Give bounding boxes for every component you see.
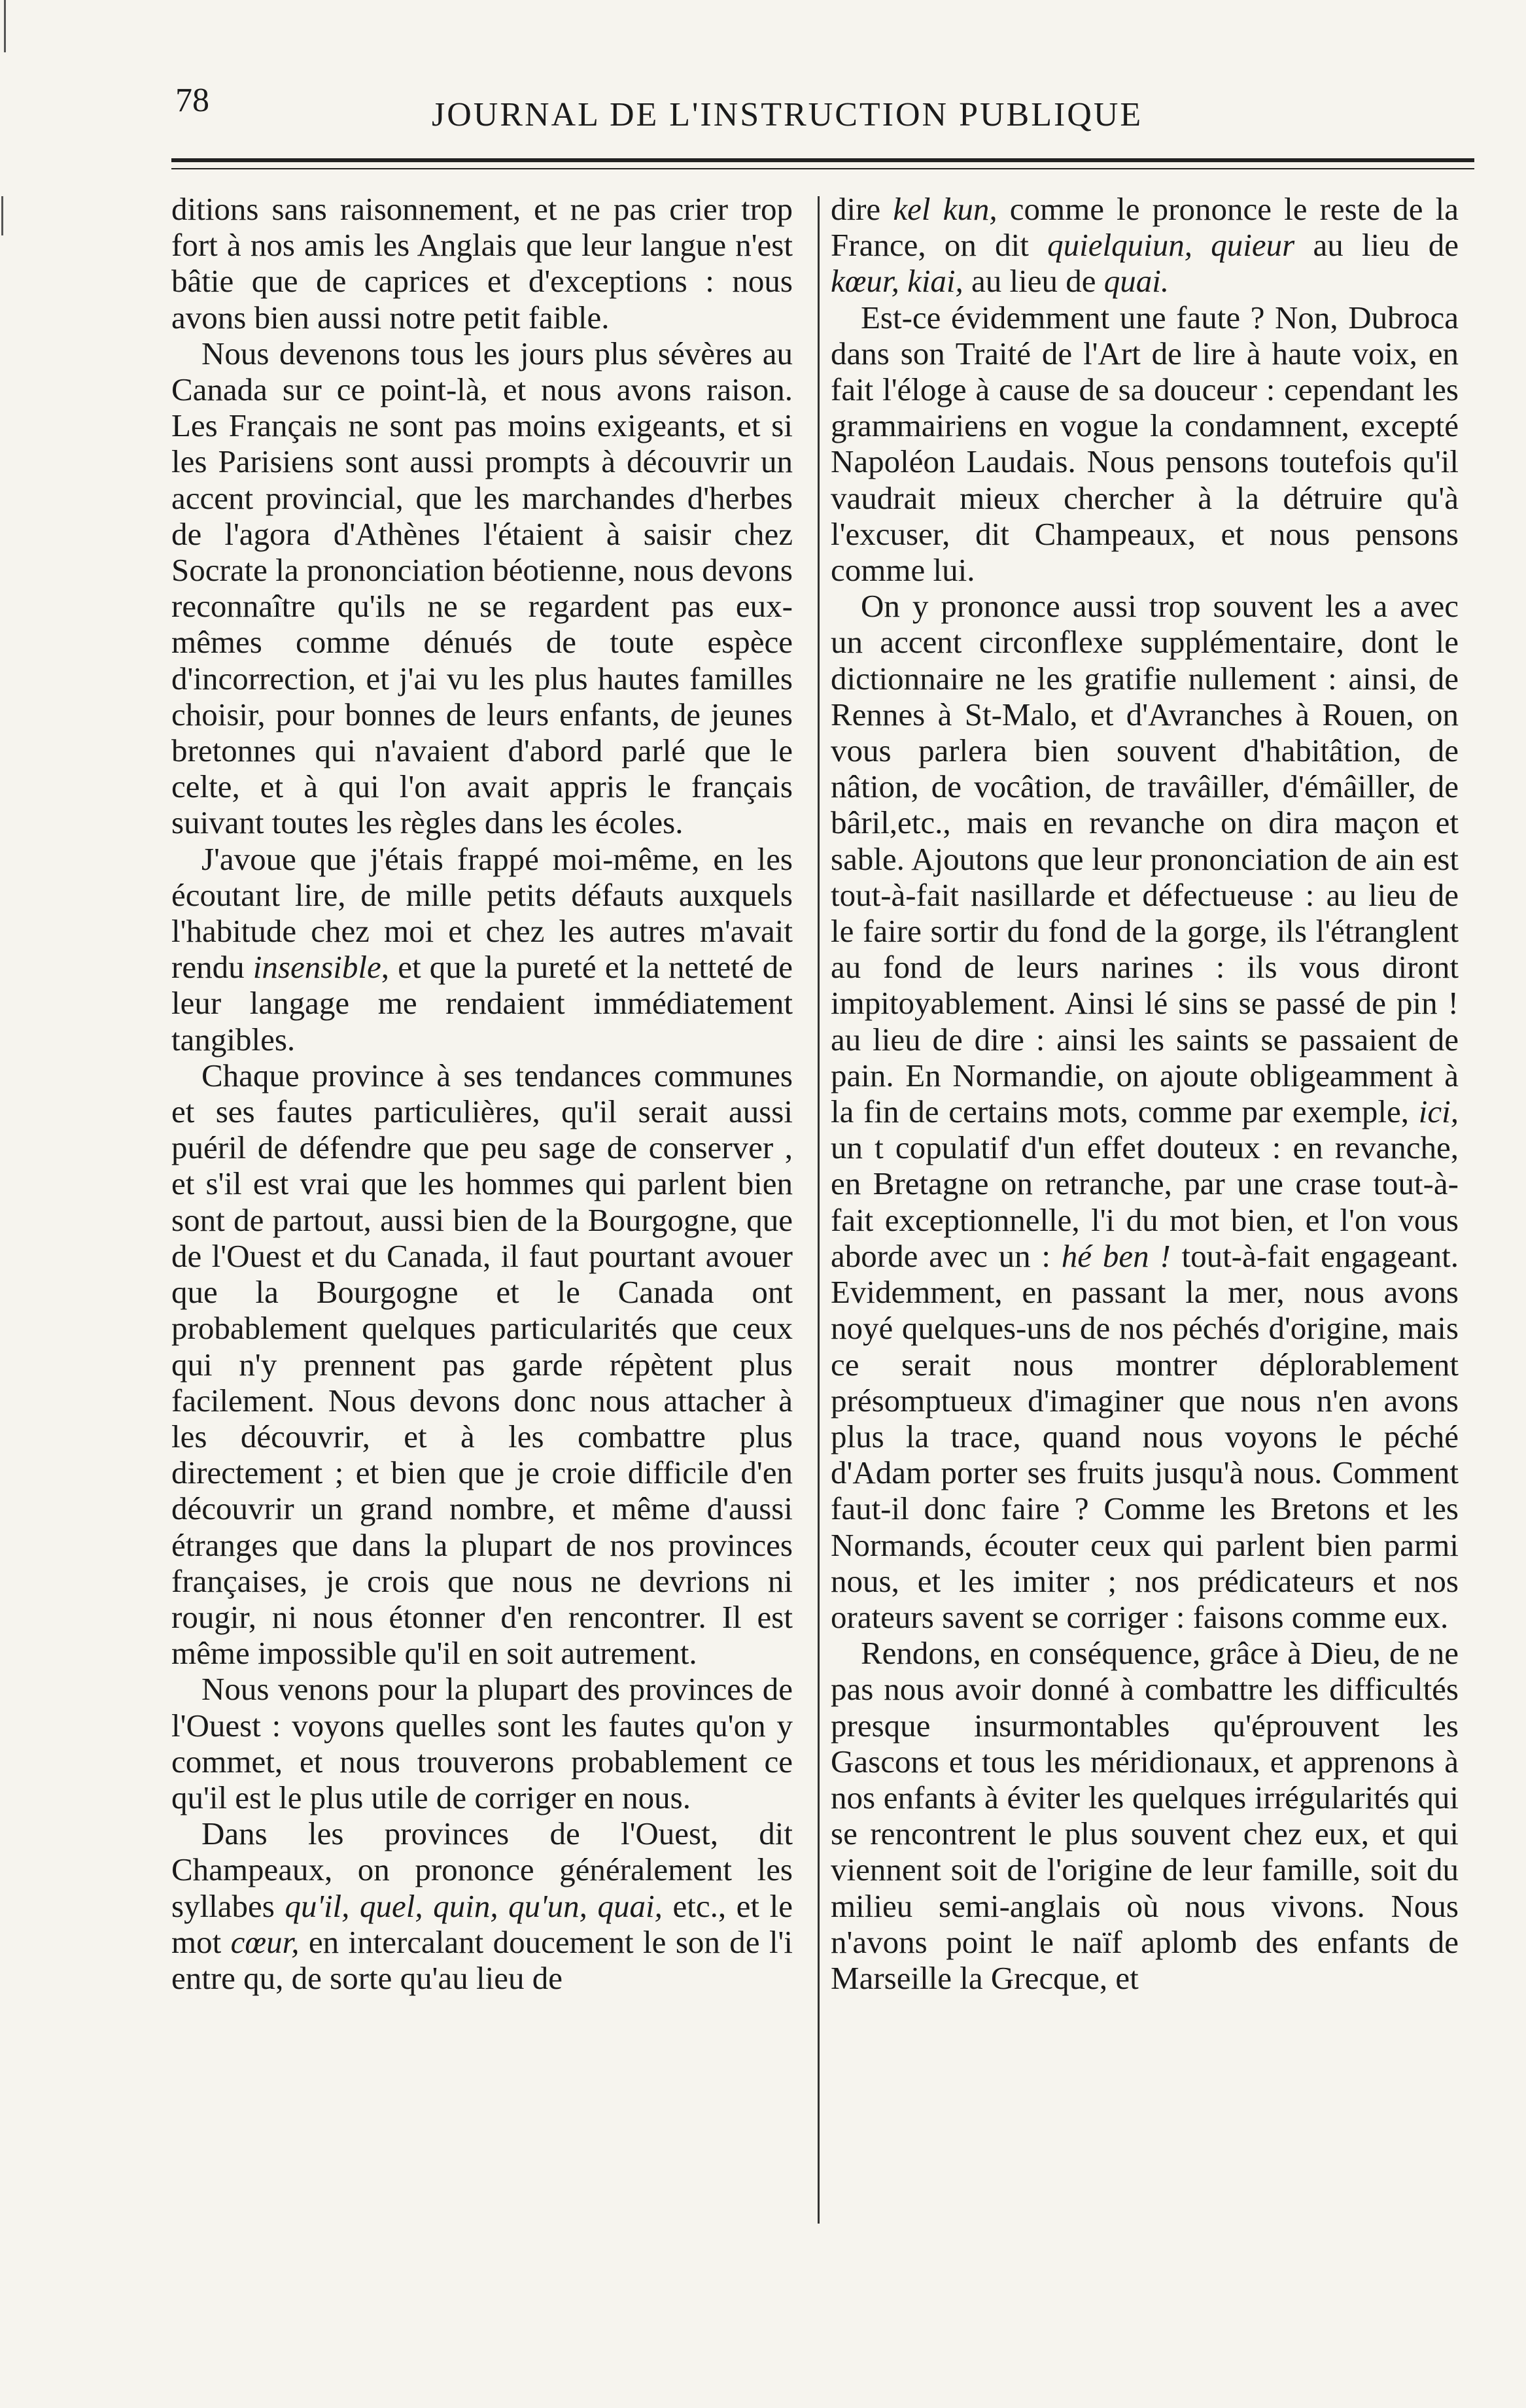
paragraph: Rendons, en conséquence, grâce à Dieu, de ne pas nous avoir donné à combattre les difficultés presque insurmontables qu'éprouvent les Gascons et tous les méridionaux, et apprenons à nos enfants à éviter les quelques irrégularités qui se rencontrent le plus souvent chez eux, et qui viennent soit de l'origine de leur famille, soit du milieu semi-anglais où nous vivons. Nous n'avons point le naïf aplomb des enfants de Marseille la Grecque, et (831, 1635, 1459, 1996)
right-column (831, 191, 1459, 1996)
column-divider (818, 196, 820, 2224)
header-rule-thin (171, 168, 1474, 169)
paragraph: ditions sans raisonnement, et ne pas crier trop fort à nos amis les Anglais que leur langue n'est bâtie que de caprices et d'exceptions : nous avons bien aussi notre petit faible. (171, 191, 793, 335)
page-number: 78 (175, 82, 209, 119)
paragraph: J'avoue que j'étais frappé moi-même, en les écoutant lire, de mille petits défauts auxquels l'habitude chez moi et chez les autres m'avait rendu insensible, et que la pureté et la netteté de leur langage me rendaient immédiatement tangibles. (171, 840, 793, 1058)
paragraph: dire kel kun, comme le prononce le reste de la France, on dit quielquiun, quieur au lieu de kœur, kiai, au lieu de quai. (831, 191, 1459, 300)
paragraph: Nous devenons tous les jours plus sévères au Canada sur ce point-là, et nous avons raison. Les Français ne sont pas moins exigeants, et si les Parisiens sont aussi prompts à découvrir un accent provincial, que les marchandes d'herbes de l'agora d'Athènes l'étaient à saisir chez Socrate la prononciation béotienne, nous devons reconnaître qu'ils ne se regardent pas eux-mêmes comme dénués de toute espèce d'incorrection, et j'ai vu les plus hautes familles choisir, pour bonnes de leurs enfants, de jeunes bretonnes qui n'avaient d'abord parlé que le celte, et à qui l'on avait appris le français suivant toutes les règles dans les écoles. (171, 335, 793, 841)
margin-mark (4, 0, 6, 52)
paragraph: On y prononce aussi trop souvent les a avec un accent circonflexe supplémentaire, dont le dictionnaire ne les gratifie nullement : ainsi, de Rennes à St-Malo, et d'Avranches à Rouen, on vous parlera bien souvent d'habitâtion, de nâtion, de vocâtion, de travâiller, d'émâiller, de bâril,etc., mais en revanche on dira maçon et sable. Ajoutons que leur prononciation de ain est tout-à-fait nasillarde et défectueuse : au lieu de le faire sortir du fond de la gorge, ils l'étranglent au fond de leurs narines : ils vous diront impitoyablement. Ainsi lé sins se passé de pin ! au lieu de dire : ainsi les saints se passaient de pain. En Normandie, on ajoute obligeamment à la fin de certains mots, comme par exemple, ici, un t copulatif d'un effet douteux : en revanche, en Bretagne on retranche, par une crase tout-à-fait exceptionnelle, l'i du mot bien, et l'on vous aborde avec un : hé ben ! tout-à-fait engageant. Evidemment, en passant la mer, nous avons noyé quelques-uns de nos péchés d'origine, mais ce serait nous montrer déplorablement présomptueux d'imaginer que nous n'en avons plus la trace, quand nous voyons le péché d'Adam porter ses fruits jusqu'à nous. Comment faut-il donc faire ? Comme les Bretons et les Normands, écouter ceux qui parlent bien parmi nous, et les imiter ; nos prédicateurs et nos orateurs savent se corriger : faisons comme eux. (831, 588, 1459, 1635)
left-column (171, 191, 793, 1996)
paragraph: Dans les provinces de l'Ouest, dit Champeaux, on prononce généralement les syllabes qu'il, quel, quin, qu'un, quai, etc., et le mot cœur, en intercalant doucement le son de l'i entre qu, de sorte qu'au lieu de (171, 1815, 793, 1996)
paragraph: Nous venons pour la plupart des provinces de l'Ouest : voyons quelles sont les fautes qu'on y commet, et nous trouverons probablement ce qu'il est le plus utile de corriger en nous. (171, 1671, 793, 1815)
paragraph: Chaque province à ses tendances communes et ses fautes particulières, qu'il serait aussi puéril de défendre que peu sage de conserver , et s'il est vrai que les hommes qui parlent bien sont de partout, aussi bien de la Bourgogne, que de l'Ouest et du Canada, il faut pourtant avouer que la Bourgogne et le Canada ont probablement quelques particularités que ceux qui n'y prennent pas garde répètent plus facilement. Nous devons donc nous attacher à les découvrir, et à les combattre plus directement ; et bien que je croie difficile d'en découvrir un grand nombre, et même d'aussi étranges que dans la plupart de nos provinces françaises, je crois que nous ne devrions ni rougir, ni nous étonner d'en rencontrer. Il est même impossible qu'il en soit autrement. (171, 1057, 793, 1672)
paragraph: Est-ce évidemment une faute ? Non, Dubroca dans son Traité de l'Art de lire à haute voix, en fait l'éloge à cause de sa douceur : cependant les grammairiens en vogue la condamnent, excepté Napoléon Laudais. Nous pensons toutefois qu'il vaudrait mieux chercher à la détruire qu'à l'excuser, dit Champeaux, et nous pensons comme lui. (831, 299, 1459, 589)
running-title: JOURNAL DE L'INSTRUCTION PUBLIQUE (432, 96, 1143, 133)
margin-mark (1, 196, 3, 235)
header-rule-thick (171, 158, 1474, 162)
